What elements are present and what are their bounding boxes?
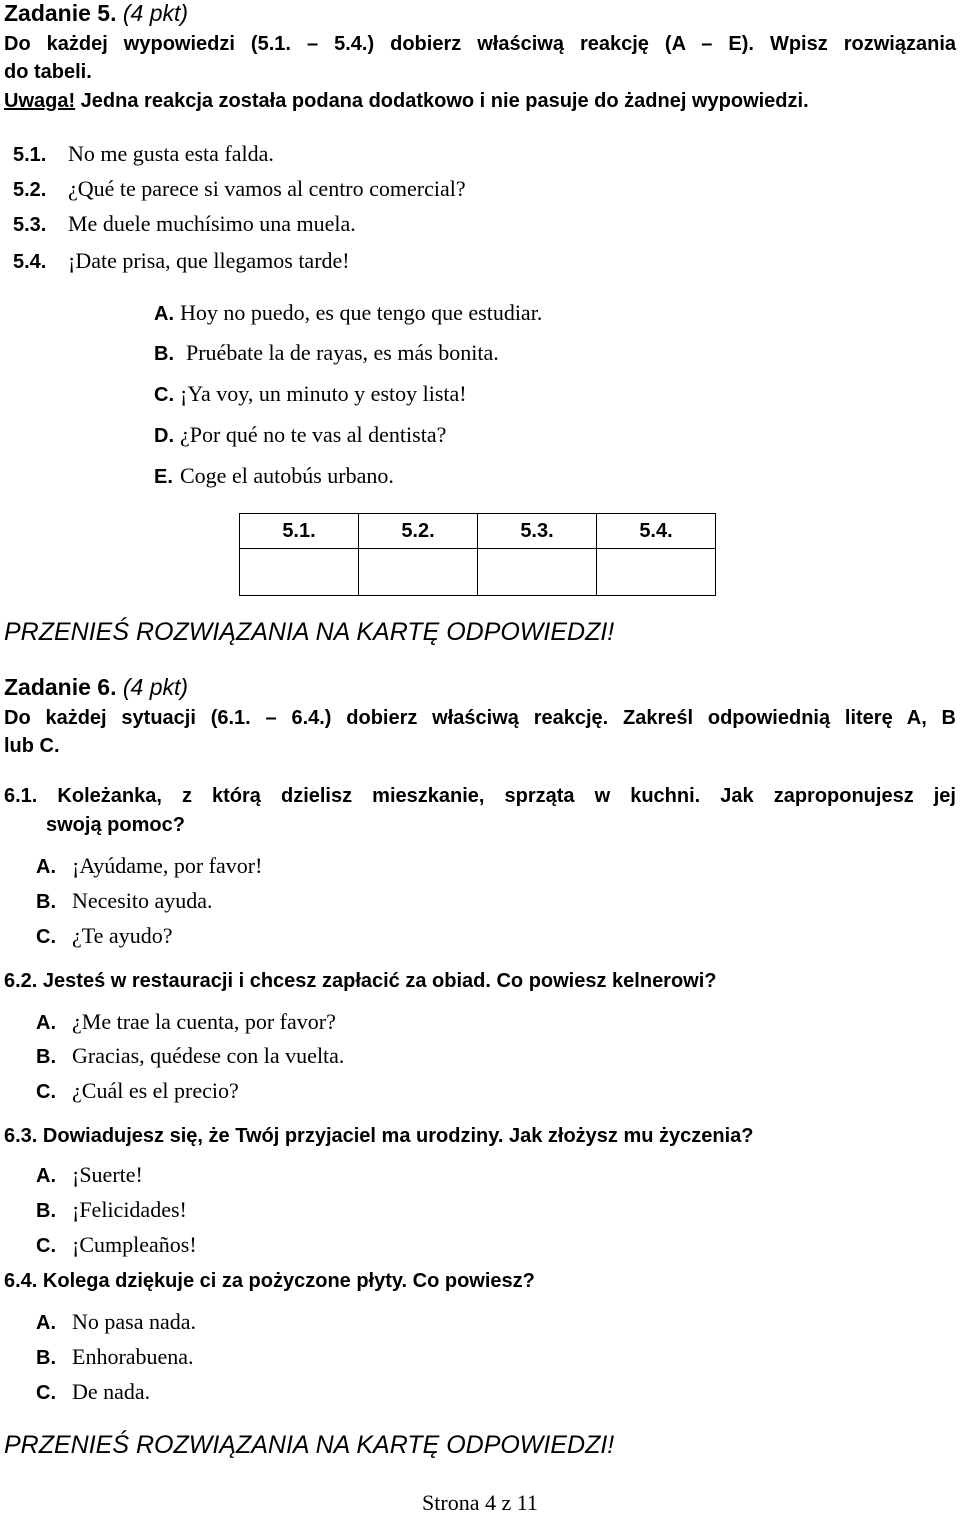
reaction-letter: C. — [154, 384, 174, 406]
question-text: Kolega dziękuje ci za pożyczone płyty. Co powiesz? — [42, 1270, 535, 1292]
option-6-4-a[interactable] — [36, 1309, 196, 1335]
statement-5-3 — [13, 211, 356, 237]
question-number: 6.2. — [4, 970, 38, 992]
answer-cell-5-3[interactable] — [478, 549, 597, 596]
answer-table-input-row — [240, 549, 716, 596]
question-number: 6.3. — [4, 1125, 38, 1147]
question-text: Jesteś w restauracji i chcesz zapłacić za obiad. Co powiesz kelnerowi? — [42, 970, 717, 992]
reaction-text: ¡Ya voy, un minuto y estoy lista! — [180, 381, 467, 406]
question-number: 6.4. — [4, 1270, 38, 1292]
question-6-4 — [4, 1270, 535, 1293]
question-text: Dowiadujesz się, że Twój przyjaciel ma urodziny. Jak złożysz mu życzenia? — [42, 1125, 754, 1147]
question-6-2 — [4, 970, 717, 993]
statement-text: ¿Qué te parece si vamos al centro comercial? — [68, 176, 466, 201]
option-6-1-b[interactable] — [36, 888, 213, 914]
task6-heading — [4, 674, 188, 701]
answer-table-header: 5.3. — [478, 514, 597, 549]
task5-transfer-notice: PRZENIEŚ ROZWIĄZANIA NA KARTĘ ODPOWIEDZI! — [4, 618, 615, 646]
answer-table-header: 5.2. — [359, 514, 478, 549]
answer-table-header-row — [240, 514, 716, 549]
option-6-4-c[interactable] — [36, 1379, 150, 1405]
option-6-2-c[interactable] — [36, 1078, 239, 1104]
question-text: Koleżanka, z którą dzielisz mieszkanie, sprząta w kuchni. Jak zaproponujesz jej — [57, 785, 956, 807]
statement-text: No me gusta esta falda. — [68, 141, 274, 166]
reaction-text: Hoy no puedo, es que tengo que estudiar. — [180, 300, 543, 325]
task5-instruction-line2: do tabeli. — [4, 61, 92, 83]
task5-instruction-line1: Do każdej wypowiedzi (5.1. – 5.4.) dobierz właściwą reakcję (A – E). Wpisz rozwiązania — [4, 33, 956, 55]
option-text: ¿Me trae la cuenta, por favor? — [72, 1009, 336, 1034]
note-label: Uwaga! — [4, 90, 76, 112]
task5-points: (4 pkt) — [122, 0, 189, 26]
question-number: 6.1. — [4, 785, 38, 807]
answer-table-header: 5.4. — [597, 514, 716, 549]
statement-number: 5.2. — [13, 179, 47, 201]
option-letter[interactable]: B. — [36, 1347, 56, 1369]
task6-instruction-line2: lub C. — [4, 735, 60, 757]
option-6-4-b[interactable] — [36, 1344, 194, 1370]
task6-title: Zadanie 6. — [4, 674, 117, 700]
note-text: Jedna reakcja została podana dodatkowo i nie pasuje do żadnej wypowiedzi. — [75, 90, 809, 112]
option-text: Gracias, quédese con la vuelta. — [72, 1043, 345, 1068]
answer-table-header: 5.1. — [240, 514, 359, 549]
option-letter[interactable]: B. — [36, 891, 56, 913]
statement-5-2 — [13, 176, 466, 202]
option-letter[interactable]: B. — [36, 1046, 56, 1068]
statement-number: 5.4. — [13, 251, 47, 273]
question-6-3 — [4, 1125, 754, 1148]
option-text: ¡Cumpleaños! — [72, 1232, 197, 1257]
option-text: Enhorabuena. — [72, 1344, 194, 1369]
option-6-3-c[interactable] — [36, 1232, 197, 1258]
option-text: No pasa nada. — [72, 1309, 197, 1334]
reaction-text: Coge el autobús urbano. — [180, 463, 394, 488]
answer-cell-5-1[interactable] — [240, 549, 359, 596]
option-6-1-a[interactable] — [36, 853, 262, 879]
reaction-text: ¿Por qué no te vas al dentista? — [180, 422, 447, 447]
option-text: De nada. — [72, 1379, 151, 1404]
option-letter[interactable]: C. — [36, 1081, 56, 1103]
task6-transfer-notice: PRZENIEŚ ROZWIĄZANIA NA KARTĘ ODPOWIEDZI! — [4, 1431, 615, 1459]
statement-number: 5.3. — [13, 214, 47, 236]
option-6-3-b[interactable] — [36, 1197, 187, 1223]
reaction-d — [154, 422, 446, 448]
option-text: ¿Cuál es el precio? — [72, 1078, 239, 1103]
reaction-letter: D. — [154, 425, 174, 447]
reaction-a — [154, 300, 542, 326]
reaction-b — [154, 340, 499, 366]
task5-note — [4, 90, 809, 113]
reaction-letter: E. — [154, 466, 173, 488]
option-6-3-a[interactable] — [36, 1162, 143, 1188]
option-letter[interactable]: B. — [36, 1200, 56, 1222]
option-letter[interactable]: A. — [36, 1312, 56, 1334]
option-6-2-b[interactable] — [36, 1043, 344, 1069]
option-text: Necesito ayuda. — [72, 888, 213, 913]
question-6-1 — [4, 785, 956, 808]
option-letter[interactable]: A. — [36, 1012, 56, 1034]
option-letter[interactable]: A. — [36, 1165, 56, 1187]
reaction-e — [154, 463, 394, 489]
answer-cell-5-2[interactable] — [359, 549, 478, 596]
option-text: ¡Felicidades! — [72, 1197, 187, 1222]
option-text: ¿Te ayudo? — [72, 923, 173, 948]
answer-table — [239, 513, 716, 596]
page-footer: Strona 4 z 11 — [422, 1490, 538, 1515]
statement-5-4 — [13, 248, 350, 274]
reaction-letter: A. — [154, 303, 174, 325]
option-text: ¡Ayúdame, por favor! — [72, 853, 263, 878]
option-letter[interactable]: C. — [36, 926, 56, 948]
statement-5-1 — [13, 141, 274, 167]
statement-text: Me duele muchísimo una muela. — [68, 211, 356, 236]
option-letter[interactable]: A. — [36, 856, 56, 878]
statement-number: 5.1. — [13, 144, 47, 166]
task6-instruction-line1: Do każdej sytuacji (6.1. – 6.4.) dobierz właściwą reakcję. Zakreśl odpowiednią literę A, B — [4, 707, 956, 729]
answer-cell-5-4[interactable] — [597, 549, 716, 596]
reaction-c — [154, 381, 467, 407]
option-text: ¡Suerte! — [72, 1162, 143, 1187]
reaction-text: Pruébate la de rayas, es más bonita. — [186, 340, 499, 365]
option-6-2-a[interactable] — [36, 1009, 336, 1035]
question-6-1-line2: swoją pomoc? — [46, 814, 185, 836]
task5-title: Zadanie 5. — [4, 0, 117, 26]
task5-heading — [4, 0, 188, 27]
option-6-1-c[interactable] — [36, 923, 172, 949]
statement-text: ¡Date prisa, que llegamos tarde! — [68, 248, 350, 273]
option-letter[interactable]: C. — [36, 1382, 56, 1404]
option-letter[interactable]: C. — [36, 1235, 56, 1257]
reaction-letter: B. — [154, 343, 174, 365]
task6-points: (4 pkt) — [122, 674, 189, 700]
